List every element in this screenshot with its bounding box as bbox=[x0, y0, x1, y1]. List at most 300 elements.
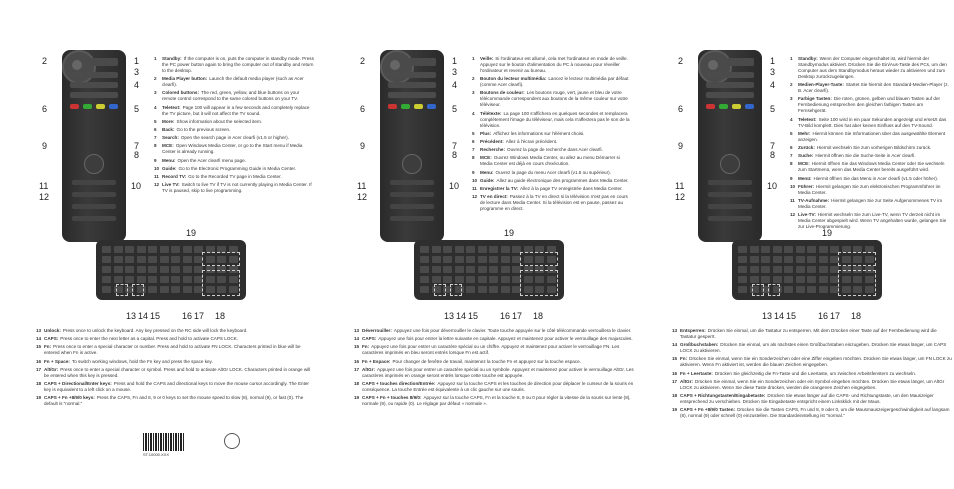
highlight-box bbox=[520, 252, 558, 266]
highlight-box bbox=[132, 284, 144, 296]
keyboard-key bbox=[420, 246, 429, 253]
list-item bbox=[790, 198, 950, 210]
list-item bbox=[472, 178, 632, 184]
keyboard-key bbox=[148, 266, 157, 273]
keyboard-key bbox=[137, 276, 146, 283]
keyboard-key bbox=[478, 246, 487, 253]
keyboard-key bbox=[148, 256, 157, 263]
item-label: Record TV: bbox=[162, 173, 187, 179]
item-description: Allez au guide électronique des programmes dans Media Center. bbox=[496, 177, 629, 183]
callout-13: 13 bbox=[126, 311, 137, 321]
list-item bbox=[672, 379, 952, 391]
item-label: Führer: bbox=[798, 183, 815, 189]
keyboard-key bbox=[738, 256, 747, 263]
item-text bbox=[680, 393, 952, 405]
yellow-button bbox=[732, 104, 741, 109]
keyboard-key bbox=[148, 286, 157, 293]
highlight-box bbox=[450, 284, 462, 296]
item-description: Ouvrez la page de recherche dans Acer clearfi. bbox=[507, 147, 603, 153]
item-text bbox=[680, 371, 916, 377]
item-text bbox=[162, 174, 282, 180]
callout-18: 18 bbox=[215, 311, 226, 321]
keyboard-key bbox=[773, 276, 782, 283]
item-number: 18 bbox=[672, 392, 678, 398]
item-number: 17 bbox=[672, 378, 678, 384]
highlight-box bbox=[838, 270, 876, 296]
keyboard-key bbox=[114, 256, 123, 263]
keyboard-key bbox=[160, 276, 169, 283]
item-label: Fn + Leertaste: bbox=[680, 370, 713, 376]
item-description: Hiermit öffnen Sie die Suche-Seite in Acer clearfi. bbox=[815, 153, 916, 159]
item-label: Alt/Gr: bbox=[44, 366, 59, 372]
keyboard-key bbox=[807, 276, 816, 283]
item-label: MCE: bbox=[162, 143, 174, 149]
keyboard-key bbox=[478, 276, 487, 283]
list-item bbox=[472, 186, 632, 192]
list-item bbox=[154, 158, 314, 164]
callout-18: 18 bbox=[533, 311, 544, 321]
keyboard-key bbox=[750, 256, 759, 263]
item-label: CAPS: bbox=[44, 336, 59, 342]
item-text bbox=[362, 395, 634, 407]
keyboard-key bbox=[761, 266, 770, 273]
item-number: 12 bbox=[790, 212, 796, 218]
list-item bbox=[790, 96, 950, 114]
keyboard-key bbox=[114, 276, 123, 283]
keyboard-key bbox=[183, 256, 192, 263]
remote-number-row bbox=[390, 216, 434, 221]
item-label: Plus: bbox=[480, 130, 492, 136]
item-number: 18 bbox=[36, 380, 42, 386]
item-text bbox=[480, 90, 632, 108]
item-label: Farbige Tasten: bbox=[798, 96, 832, 102]
highlight-box bbox=[202, 270, 240, 296]
keyboard-key bbox=[160, 246, 169, 253]
keyboard-key bbox=[432, 256, 441, 263]
highlight-box bbox=[752, 284, 764, 296]
list-item bbox=[790, 212, 950, 230]
keyboard-key bbox=[819, 256, 828, 263]
remote-number-row bbox=[390, 204, 434, 209]
item-description: Press once to enter a special character or symbol. Press and hold to activate AltGr LOCK. Characters printed in orange will be entered when this key is pressed. bbox=[44, 366, 311, 378]
keyboard-key bbox=[148, 276, 157, 283]
green-button bbox=[719, 104, 728, 109]
item-text bbox=[680, 328, 952, 340]
keyboard-key bbox=[501, 266, 510, 273]
item-label: Back: bbox=[162, 126, 175, 132]
keyboard-key bbox=[819, 266, 828, 273]
item-number: 17 bbox=[354, 366, 360, 372]
list-item bbox=[354, 381, 634, 393]
item-description: Press and hold the CAPS and directional keys to move the mouse cursor accordingly. The Enter key is equivalent to a left click on a mouse. bbox=[44, 380, 309, 392]
item-text bbox=[162, 119, 262, 125]
item-number: 7 bbox=[154, 135, 157, 141]
item-number: 6 bbox=[790, 144, 793, 150]
item-number: 6 bbox=[472, 138, 475, 144]
windows-logo-icon bbox=[720, 154, 740, 174]
item-text bbox=[362, 381, 634, 393]
item-description: Appuyez sur la touche CAPS, Fn et la touche 8, 9 ou 0 pour régler la vitesse de la souris sur lente (8), normale (9), ou rapide (0). Le réglage par défaut « normale ». bbox=[362, 395, 631, 407]
item-label: Teletext: bbox=[798, 116, 817, 122]
keyboard-key bbox=[102, 276, 111, 283]
item-number: 1 bbox=[154, 56, 157, 61]
callout-4: 4 bbox=[452, 80, 458, 90]
callout-13: 13 bbox=[762, 311, 773, 321]
remote-button-row bbox=[706, 92, 754, 98]
callout-8: 8 bbox=[770, 150, 776, 160]
remote-number-row bbox=[708, 180, 752, 185]
item-description: Drücken Sie gleichzeitig die Fn-Taste und die Leertaste, um zwischen Arbeitsfenstern zu wechseln. bbox=[714, 370, 917, 376]
keyboard-figure bbox=[732, 240, 882, 300]
keyboard-key bbox=[807, 286, 816, 293]
list-item bbox=[472, 56, 632, 74]
remote-button-row bbox=[388, 92, 436, 98]
item-text bbox=[162, 105, 314, 117]
item-number: 12 bbox=[154, 182, 160, 188]
list-item bbox=[672, 342, 952, 354]
item-label: Zurück: bbox=[798, 144, 815, 150]
item-description: Appuyez une fois pour déverrouiller le clavier. Toute touche appuyée sur le côté télécommande verrouillera le clavier. bbox=[393, 328, 632, 333]
keyboard-key bbox=[420, 266, 429, 273]
item-description: Open Windows Media Center, or go to the Start menu if Media Center is already running. bbox=[162, 143, 303, 155]
remote-number-row bbox=[708, 192, 752, 197]
remote-button-row bbox=[706, 82, 754, 88]
item-label: Menu: bbox=[480, 169, 494, 175]
list-item bbox=[472, 131, 632, 137]
item-description: Drücken Sie einmal, um als nächstes einen Großbuchstaben einzugeben. Drücken Sie etwas länger, um CAPS LOCK zu aktivieren. bbox=[680, 342, 947, 354]
keyboard-key bbox=[796, 266, 805, 273]
item-text bbox=[362, 336, 633, 342]
keyboard-key bbox=[501, 286, 510, 293]
item-description: Go to the Recorded TV page in Media Center. bbox=[188, 173, 282, 179]
callout-17: 17 bbox=[512, 311, 523, 321]
keyboard-key bbox=[819, 286, 828, 293]
keyboard-key bbox=[114, 246, 123, 253]
item-description: Affichez les informations sur l'élément choisi. bbox=[493, 130, 585, 136]
item-text bbox=[162, 90, 314, 102]
list-item bbox=[672, 328, 952, 340]
callout-6: 6 bbox=[678, 104, 684, 114]
item-description: Drücken Sie einmal, wenn Sie ein Sonderzeichen oder eine Ziffer eingeben möchten. Drücken Sie etwas länger, um FN LOCK zu aktivieren. Wenn Fn aktiviert ist, werden die blauen Zeichen eingegeben. bbox=[680, 356, 952, 368]
item-text bbox=[798, 176, 938, 182]
item-label: AltGr: bbox=[362, 366, 376, 372]
keyboard-key bbox=[796, 286, 805, 293]
callout-19: 19 bbox=[504, 228, 515, 238]
item-number: 12 bbox=[472, 194, 478, 200]
item-text bbox=[798, 145, 931, 151]
keyboard-key bbox=[773, 256, 782, 263]
item-label: TV-Aufnahme: bbox=[798, 197, 830, 203]
item-label: Fn: bbox=[44, 344, 52, 350]
item-label: Suche: bbox=[798, 153, 814, 159]
list-item bbox=[790, 117, 950, 129]
item-description: La page 100 s'affichera en quelques secondes et remplacera complètement l'image du téléviseur, mais cela n'affectera pas le son de la télévision. bbox=[480, 110, 630, 128]
item-number: 9 bbox=[472, 169, 475, 175]
callout-19: 19 bbox=[186, 228, 197, 238]
item-text bbox=[480, 186, 623, 192]
item-label: Search: bbox=[162, 135, 179, 141]
list-item bbox=[354, 395, 634, 407]
remote-button-row bbox=[388, 82, 436, 88]
item-number: 19 bbox=[354, 395, 360, 401]
red-button bbox=[388, 104, 397, 109]
item-number: 5 bbox=[154, 118, 157, 124]
item-label: CAPS + Richtungstasten/Eingabetaste: bbox=[680, 392, 766, 398]
item-number: 7 bbox=[472, 147, 475, 153]
item-label: Menu: bbox=[162, 157, 176, 163]
list-item bbox=[154, 90, 314, 102]
item-text bbox=[44, 395, 316, 407]
keyboard-key bbox=[171, 286, 180, 293]
callout-11: 11 bbox=[39, 181, 49, 191]
item-number: 16 bbox=[36, 358, 42, 364]
keyboard-key bbox=[137, 266, 146, 273]
item-description: Press once to enter a special character or number. Press and hold to activate FN LOCK. Characters printed in blue will be entered when Fn is active. bbox=[44, 344, 301, 356]
callout-8: 8 bbox=[134, 150, 140, 160]
keyboard-key bbox=[160, 266, 169, 273]
keyboard-key bbox=[443, 246, 452, 253]
ok-button bbox=[72, 60, 82, 70]
keyboard-key bbox=[420, 256, 429, 263]
german-column bbox=[636, 0, 954, 489]
red-button bbox=[70, 104, 79, 109]
remote-button-descriptions bbox=[472, 56, 632, 214]
callout-6: 6 bbox=[360, 104, 366, 114]
dpad-icon bbox=[698, 50, 732, 84]
keyboard-key-descriptions bbox=[672, 328, 952, 421]
list-item bbox=[672, 407, 952, 419]
callout-7: 7 bbox=[770, 141, 776, 151]
item-description: Switch to live TV if TV is not currently playing in Media Center. If TV is paused, skip to live programming. bbox=[162, 182, 312, 194]
remote-button-row bbox=[388, 72, 436, 78]
callout-15: 15 bbox=[150, 311, 161, 321]
keyboard-key bbox=[466, 286, 475, 293]
item-number: 11 bbox=[154, 173, 159, 179]
callout-5: 5 bbox=[452, 104, 458, 114]
callout-17: 17 bbox=[194, 311, 205, 321]
item-label: Menü: bbox=[798, 175, 812, 181]
keyboard-key bbox=[432, 246, 441, 253]
keyboard-key bbox=[183, 276, 192, 283]
keyboard-key bbox=[466, 246, 475, 253]
keyboard-key bbox=[478, 256, 487, 263]
item-text bbox=[798, 131, 950, 143]
item-description: Wenn der Computer eingeschaltet ist, wird hiermit der Standbymodus aktiviert. Drücken Sie die Ein/Aus-Taste des PCs, um den Computer aus dem Standbymodus heraus wieder zu aktivieren und zum Desktop zurückzugelangen. bbox=[798, 56, 947, 79]
item-text bbox=[44, 381, 316, 393]
item-text bbox=[480, 111, 632, 129]
keyboard-key bbox=[489, 276, 498, 283]
item-number: 7 bbox=[790, 153, 793, 159]
item-number: 14 bbox=[36, 336, 42, 342]
callout-2: 2 bbox=[360, 56, 366, 66]
item-label: Veille: bbox=[480, 56, 494, 61]
keyboard-key bbox=[137, 246, 146, 253]
item-description: Drücken Sie einmal, wenn Sie ein Sonderzeichen oder ein Symbol eingeben möchten. Drücken Sie etwas länger, um AltGr LOCK zu aktivieren. Wenn Sie diese Taste drücken, werden die orangenen Zeichen eingegeben. bbox=[680, 378, 945, 390]
item-label: CAPS: bbox=[362, 336, 377, 342]
keyboard-key bbox=[114, 266, 123, 273]
list-item bbox=[154, 76, 314, 88]
list-item bbox=[672, 371, 952, 377]
item-text bbox=[798, 153, 916, 159]
keyboard-key bbox=[807, 256, 816, 263]
list-item bbox=[354, 359, 634, 365]
item-number: 3 bbox=[472, 90, 475, 96]
recycle-icon bbox=[224, 433, 240, 449]
keyboard-key bbox=[796, 276, 805, 283]
keyboard-key bbox=[750, 266, 759, 273]
item-text bbox=[798, 212, 950, 230]
item-text bbox=[162, 127, 230, 133]
callout-1: 1 bbox=[770, 56, 776, 66]
remote-button-descriptions bbox=[790, 56, 950, 232]
keyboard-key bbox=[171, 276, 180, 283]
list-item bbox=[36, 395, 316, 407]
keyboard-key bbox=[125, 246, 134, 253]
keyboard-key bbox=[807, 246, 816, 253]
keyboard-key bbox=[489, 256, 498, 263]
item-number: 19 bbox=[36, 395, 42, 401]
list-item bbox=[154, 182, 314, 194]
callout-3: 3 bbox=[770, 67, 776, 77]
item-number: 11 bbox=[472, 185, 477, 191]
remote-number-row bbox=[390, 180, 434, 185]
remote-number-row bbox=[72, 204, 116, 209]
item-text bbox=[680, 379, 952, 391]
item-description: If the computer is on, puts the computer in standby mode. Press the PC power button again to bring the computer out of standby and return to the desktop. bbox=[162, 56, 314, 73]
keyboard-key bbox=[784, 246, 793, 253]
keyboard-key bbox=[160, 286, 169, 293]
item-text bbox=[480, 131, 584, 137]
item-number: 14 bbox=[354, 336, 360, 342]
item-number: 14 bbox=[672, 342, 678, 348]
item-number: 10 bbox=[154, 165, 160, 171]
callout-2: 2 bbox=[678, 56, 684, 66]
item-text bbox=[798, 184, 950, 196]
item-description: Si l'ordinateur est allumé, cela met l'ordinateur en mode de veille. Appuyez sur le bouton d'alimentation du PC à nouveau pour réveiller l'ordinateur et revenir au bureau. bbox=[480, 56, 628, 73]
keyboard-key bbox=[171, 256, 180, 263]
item-number: 16 bbox=[672, 370, 678, 376]
keyboard-key bbox=[750, 276, 759, 283]
keyboard-key bbox=[102, 246, 111, 253]
callout-8: 8 bbox=[452, 150, 458, 160]
keyboard-key bbox=[183, 246, 192, 253]
keyboard-key bbox=[160, 256, 169, 263]
item-description: Hiermit wechseln Sie zum vorherigen Bildschirm zurück. bbox=[816, 144, 932, 150]
item-description: Seite 100 wird in ein paar Sekunden angezeigt und ersetzt das TV-Bild komplett. Dies hat aber keinen Einfluss auf den TV-Sound. bbox=[798, 116, 947, 128]
item-text bbox=[798, 117, 950, 129]
keyboard-key bbox=[420, 276, 429, 283]
item-label: Guide: bbox=[480, 177, 495, 183]
keyboard-key bbox=[738, 286, 747, 293]
item-description: Allez à l'écran précédent. bbox=[505, 138, 558, 144]
item-description: Ouvrez Windows Media Center, ou allez au menu Démarrer si Media Center est déjà en cours d'exécution. bbox=[480, 155, 620, 167]
callout-5: 5 bbox=[134, 104, 140, 114]
windows-logo-icon bbox=[84, 154, 104, 174]
item-text bbox=[44, 359, 213, 365]
remote-number-row bbox=[708, 216, 752, 221]
item-description: Open the Acer clearfi menu page. bbox=[177, 157, 246, 163]
item-text bbox=[680, 342, 952, 354]
item-text bbox=[798, 161, 950, 173]
item-text bbox=[798, 56, 950, 80]
list-item bbox=[790, 56, 950, 80]
highlight-box bbox=[116, 284, 128, 296]
item-label: Guide: bbox=[162, 165, 177, 171]
list-item bbox=[472, 155, 632, 167]
callout-2: 2 bbox=[42, 56, 48, 66]
keyboard-key bbox=[489, 286, 498, 293]
item-description: Startet Sie hiermit den Standard-Medien-Player (z. B. Acer clearfi). bbox=[798, 82, 949, 94]
item-number: 2 bbox=[790, 82, 793, 88]
item-text bbox=[44, 336, 238, 342]
highlight-box bbox=[202, 252, 240, 266]
blue-button bbox=[427, 104, 436, 109]
item-description: Appuyez une fois pour entrer un caractère spécial ou un symbole. Appuyez et maintenez pour activer le verrouillage AltGr. Les caractères imprimés en orange seront entrés lorsque cette touche est appuyée. bbox=[362, 366, 634, 378]
item-text bbox=[162, 135, 289, 141]
item-text bbox=[480, 155, 632, 167]
keyboard-key bbox=[796, 256, 805, 263]
list-item bbox=[154, 166, 314, 172]
callout-16: 16 bbox=[818, 311, 829, 321]
item-number: 1 bbox=[790, 56, 793, 61]
list-item bbox=[790, 131, 950, 143]
item-label: Entsperren: bbox=[680, 328, 706, 333]
keyboard-key bbox=[466, 276, 475, 283]
item-description: Press once to unlock the keyboard. Any key pressed on the RC side will lock the keyboard. bbox=[62, 328, 248, 333]
item-number: 8 bbox=[790, 161, 793, 167]
list-item bbox=[354, 336, 634, 342]
item-text bbox=[480, 76, 632, 88]
remote-button-row bbox=[706, 72, 754, 78]
item-description: Hiermit gelangen Sie zur Seite Aufgenommenes TV im Media Center. bbox=[798, 197, 943, 209]
callout-3: 3 bbox=[452, 67, 458, 77]
callout-13: 13 bbox=[444, 311, 455, 321]
callout-12: 12 bbox=[39, 192, 50, 202]
highlight-box bbox=[838, 252, 876, 266]
list-item bbox=[472, 139, 632, 145]
callout-17: 17 bbox=[830, 311, 841, 321]
list-item bbox=[154, 127, 314, 133]
item-label: Medien-Player-Taste: bbox=[798, 82, 844, 88]
callout-15: 15 bbox=[468, 311, 479, 321]
item-description: To switch working windows, hold the Fn key and press the space key. bbox=[71, 358, 213, 364]
callout-9: 9 bbox=[360, 141, 366, 151]
keyboard-key bbox=[761, 256, 770, 263]
item-number: 3 bbox=[154, 90, 157, 96]
item-description: Press once to enter the next letter as a capital. Press and hold to activate CAPS LOCK. bbox=[60, 336, 239, 342]
list-item bbox=[472, 90, 632, 108]
keyboard-key bbox=[784, 266, 793, 273]
keyboard-key-descriptions bbox=[354, 328, 634, 409]
item-number: 16 bbox=[354, 358, 360, 364]
keyboard-key bbox=[819, 276, 828, 283]
item-text bbox=[798, 198, 950, 210]
keyboard-key bbox=[489, 246, 498, 253]
item-label: Boutons de couleur: bbox=[480, 90, 525, 96]
list-item bbox=[790, 145, 950, 151]
keyboard-key bbox=[455, 266, 464, 273]
item-label: CAPS + touches direction/Entrée: bbox=[362, 380, 436, 386]
item-description: Appuyez une fois pour entrer la lettre suivante en capitale. Appuyez et maintenez pour activer le verrouillage des majuscules. bbox=[378, 336, 633, 342]
item-description: Press the CAPS, Fn and 8, 9 or 0 keys to set the mouse speed to slow (8), normal (9), or fast (0). The default is "normal." bbox=[44, 395, 304, 407]
keyboard-key bbox=[137, 256, 146, 263]
callout-14: 14 bbox=[774, 311, 785, 321]
remote-control-figure bbox=[698, 50, 762, 242]
keyboard-key bbox=[125, 266, 134, 273]
keyboard-key bbox=[455, 256, 464, 263]
item-label: MCE: bbox=[798, 161, 810, 167]
item-number: 10 bbox=[472, 177, 478, 183]
